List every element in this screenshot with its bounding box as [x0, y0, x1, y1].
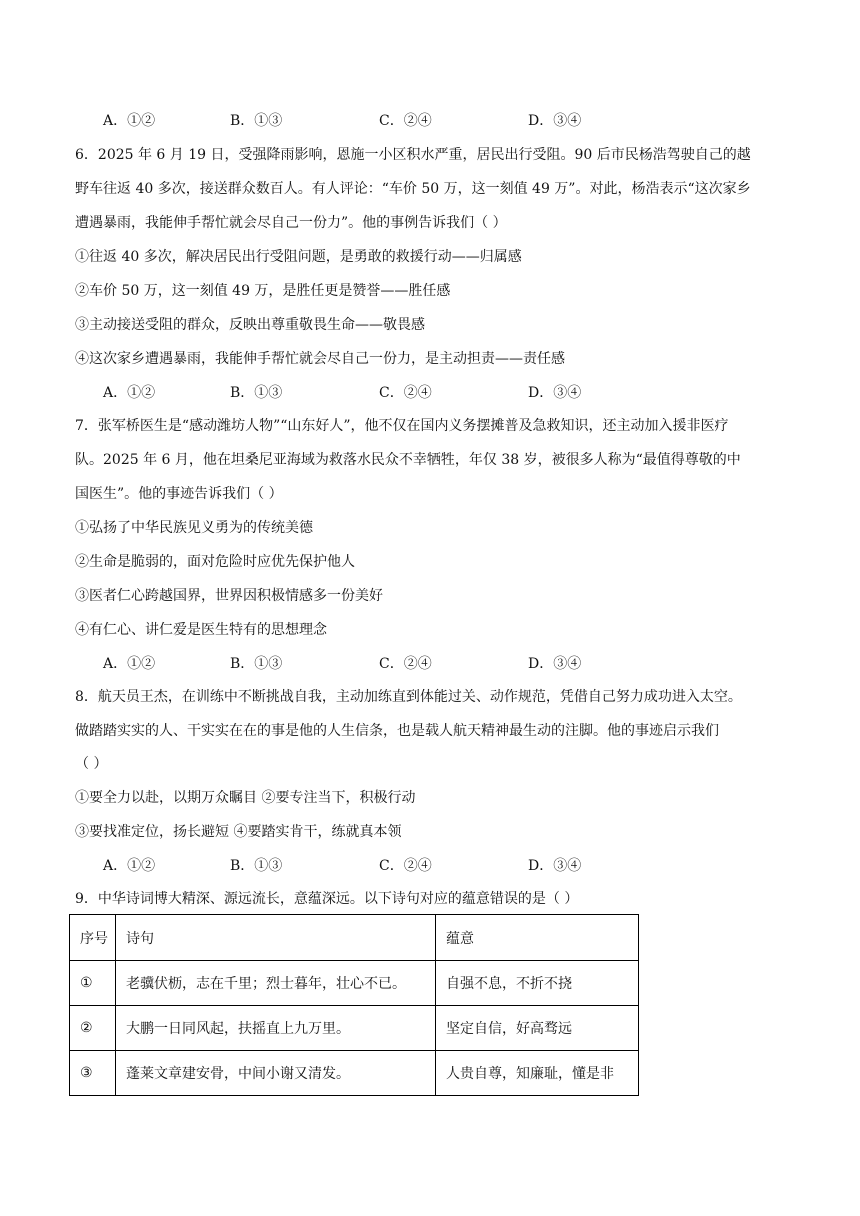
q8-option-c[interactable]: C．②④: [379, 858, 432, 874]
q7-stem-line-2: 队。2025 年 6 月，他在坦桑尼亚海域为救落水民众不幸牺牲，年仅 38 岁，被很多人称为“最值得尊敬的中: [75, 452, 741, 468]
table-cell: 老骥伏枥，志在千里；烈士暮年，壮心不已。: [116, 961, 436, 1006]
q6-stem-line-2: 野车往返 40 多次，接送群众数百人。有人评论：“车价 50 万，这一刻值 49 万”。对此，杨浩表示“这次家乡: [75, 181, 751, 197]
table-header-cell: 序号: [70, 915, 116, 961]
q5-option-d[interactable]: D．③④: [528, 113, 582, 129]
q6-option-d[interactable]: D．③④: [528, 385, 582, 401]
q8-option-a[interactable]: A．①②: [103, 858, 156, 874]
q6-statement-2: ②车价 50 万，这一刻值 49 万，是胜任更是赞誉——胜任感: [75, 283, 451, 299]
table-cell: 大鹏一日同风起，扶摇直上九万里。: [116, 1006, 436, 1051]
q8-statement-1: ①要全力以赴，以期万众瞩目 ②要专注当下，积极行动: [75, 790, 416, 806]
q6-stem-line-3: 遭遇暴雨，我能伸手帮忙就会尽自己一份力”。他的事例告诉我们（ ）: [75, 215, 507, 231]
q7-statement-4: ④有仁心、讲仁爱是医生特有的思想理念: [75, 622, 327, 638]
q7-stem-line-1: 7．张军桥医生是“感动潍坊人物”“山东好人”，他不仅在国内义务摆摊普及急救知识，还主动加入援非医疗: [75, 418, 729, 434]
table-cell: ③: [70, 1051, 116, 1096]
q7-option-b[interactable]: B．①③: [230, 656, 283, 672]
table-row: [70, 1051, 639, 1096]
q8-stem-line-1: 8．航天员王杰，在训练中不断挑战自我，主动加练直到体能过关、动作规范，凭借自己努力成功进入太空。: [75, 689, 742, 705]
table-header-row: [70, 915, 639, 961]
table-cell: ②: [70, 1006, 116, 1051]
table-header-cell: 诗句: [116, 915, 436, 961]
q7-stem-line-3: 国医生”。他的事迹告诉我们（ ）: [75, 486, 283, 502]
table-cell: 自强不息，不折不挠: [436, 961, 639, 1006]
q6-statement-3: ③主动接送受阻的群众，反映出尊重敬畏生命——敬畏感: [75, 317, 425, 333]
q7-option-d[interactable]: D．③④: [528, 656, 582, 672]
q7-statement-2: ②生命是脆弱的，面对危险时应优先保护他人: [75, 554, 355, 570]
q7-statement-3: ③医者仁心跨越国界，世界因积极情感多一份美好: [75, 588, 383, 604]
table-row: [70, 1006, 639, 1051]
q7-option-c[interactable]: C．②④: [379, 656, 432, 672]
q6-option-a[interactable]: A．①②: [103, 385, 156, 401]
q8-stem-line-3: （ ）: [75, 756, 108, 772]
q5-option-c[interactable]: C．②④: [379, 113, 432, 129]
table-cell: 坚定自信，好高骛远: [436, 1006, 639, 1051]
table-cell: 人贵自尊，知廉耻，懂是非: [436, 1051, 639, 1096]
q8-option-d[interactable]: D．③④: [528, 858, 582, 874]
table-cell: 蓬莱文章建安骨，中间小谢又清发。: [116, 1051, 436, 1096]
q6-option-c[interactable]: C．②④: [379, 385, 432, 401]
table-cell: ①: [70, 961, 116, 1006]
table-row: [70, 961, 639, 1006]
q6-statement-1: ①往返 40 多次，解决居民出行受阻问题，是勇敢的救援行动——归属感: [75, 249, 522, 265]
q5-option-b[interactable]: B．①③: [230, 113, 283, 129]
q8-stem-line-2: 做踏踏实实的人、干实实在在的事是他的人生信条，也是载人航天精神最生动的注脚。他的事迹启示我们: [75, 723, 719, 739]
q8-statement-2: ③要找准定位，扬长避短 ④要踏实肯干，练就真本领: [75, 824, 402, 840]
q7-option-a[interactable]: A．①②: [103, 656, 156, 672]
table-header-cell: 蕴意: [436, 915, 639, 961]
q6-stem-line-1: 6．2025 年 6 月 19 日，受强降雨影响，恩施一小区积水严重，居民出行受阻。90 后市民杨浩驾驶自己的越: [75, 147, 751, 163]
q6-option-b[interactable]: B．①③: [230, 385, 283, 401]
q8-option-b[interactable]: B．①③: [230, 858, 283, 874]
q9-poetry-table: [69, 914, 639, 1096]
q5-option-a[interactable]: A．①②: [103, 113, 156, 129]
q7-statement-1: ①弘扬了中华民族见义勇为的传统美德: [75, 520, 313, 536]
q6-statement-4: ④这次家乡遭遇暴雨，我能伸手帮忙就会尽自己一份力，是主动担责——责任感: [75, 351, 565, 367]
q9-stem: 9．中华诗词博大精深、源远流长，意蕴深远。以下诗句对应的蕴意错误的是（ ）: [75, 891, 579, 907]
